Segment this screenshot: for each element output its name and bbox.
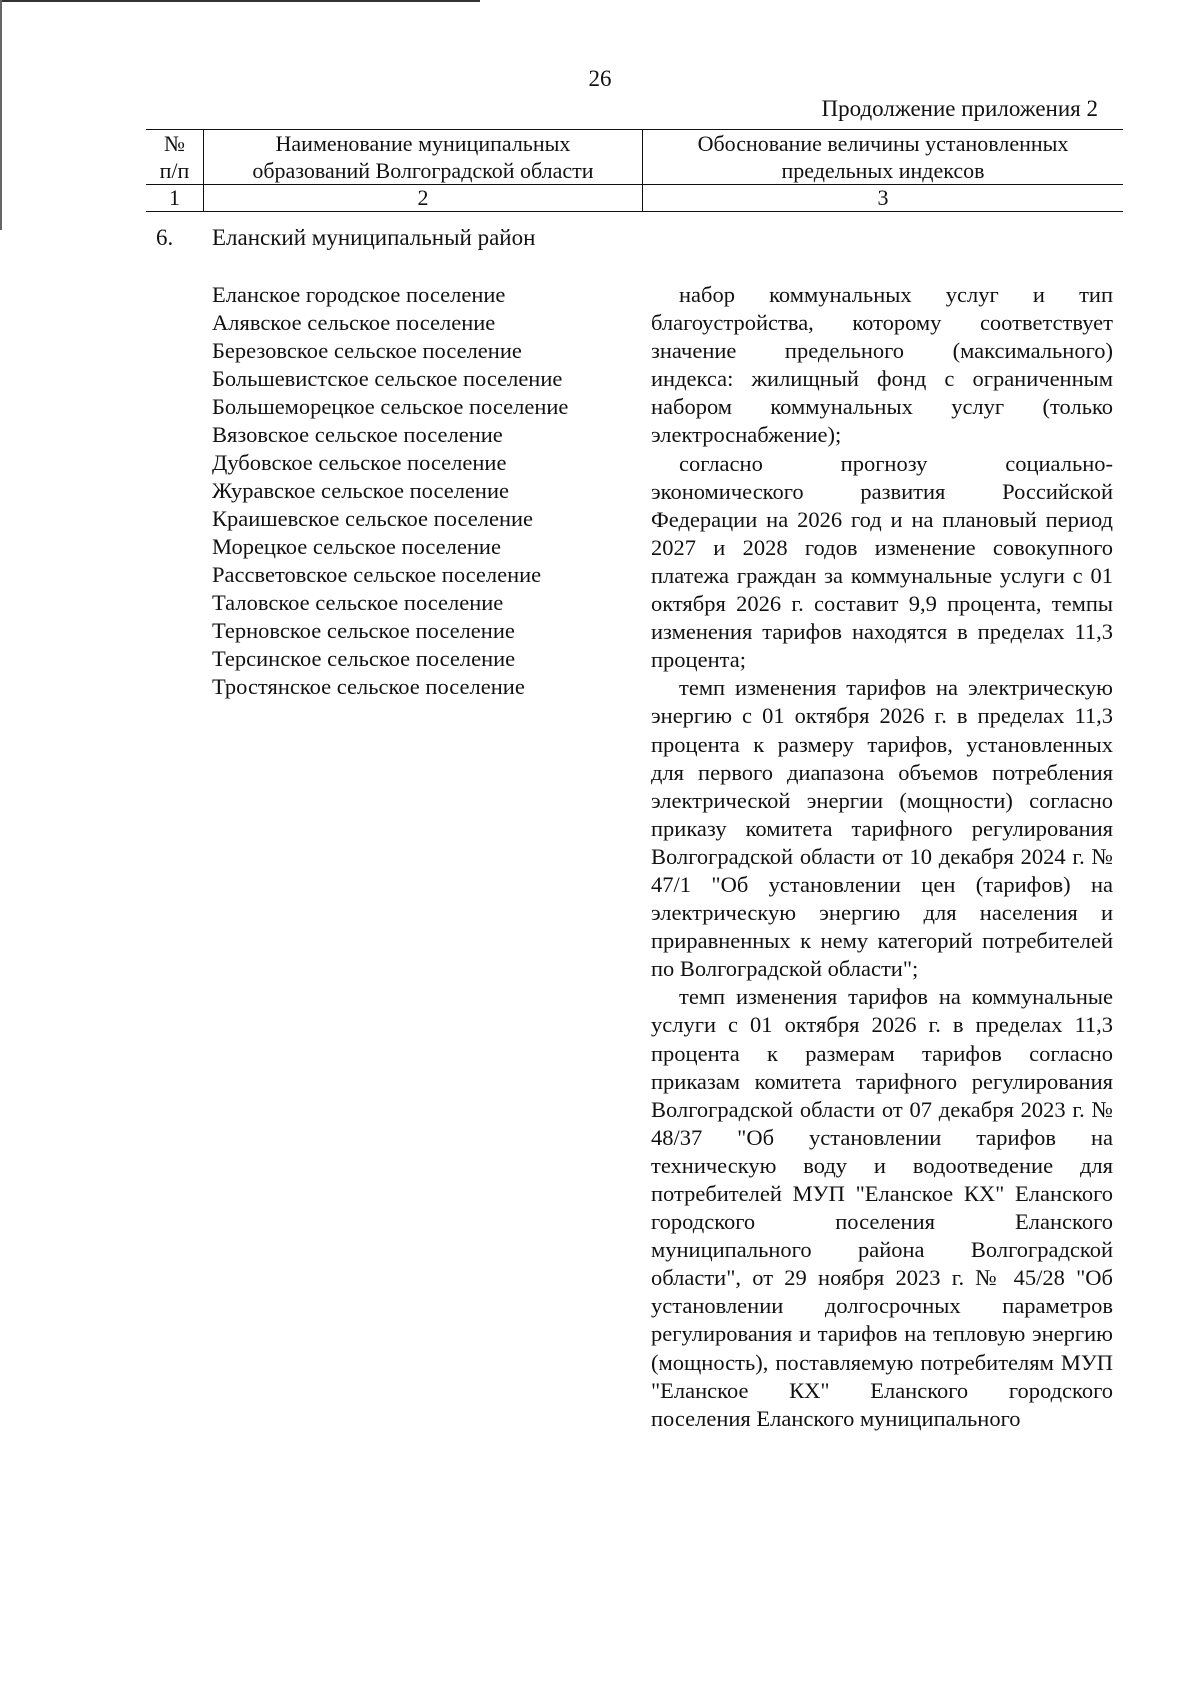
header-justification-line2: предельных индексов (781, 158, 985, 183)
column-number-3: 3 (643, 185, 1123, 212)
header-cell-number (146, 130, 203, 185)
column-number-1: 1 (146, 185, 203, 212)
section-title: Еланский муниципальный район (212, 225, 536, 250)
settlement-item: Алявское сельское поселение (212, 310, 496, 335)
justification-paragraph: темп изменения тарифов на электрическую энергию с 01 октября 2026 г. в пределах 11,3 процента к размеру тарифов, установленных для первого диапазона объемов потребления электрической энергии (мощности) согласно приказу комитета тарифного регулирования Волгоградской области от 10 декабря 2024 г. № 47/1 "Об установлении цен (тарифов) на электрическую энергию для населения и приравненных к нему категорий потребителей по Волгоградской области"; (651, 675, 1113, 982)
settlement-item: Таловское сельское поселение (212, 590, 504, 615)
settlement-item: Вязовское сельское поселение (212, 422, 503, 447)
header-cell-justification (643, 130, 1123, 185)
header-municipality-line1: Наименование муниципальных (275, 131, 571, 156)
header-justification-line1: Обоснование величины установленных (697, 131, 1069, 156)
settlement-item: Рассветовское сельское поселение (212, 562, 542, 587)
page-number: 26 (588, 66, 612, 91)
header-cell-municipality (203, 130, 642, 185)
justification-text (651, 281, 1113, 1433)
settlement-item: Березовское сельское поселение (212, 338, 522, 363)
settlement-item: Тростянское сельское поселение (212, 674, 525, 699)
settlement-item: Морецкое сельское поселение (212, 534, 501, 559)
settlement-item: Дубовское сельское поселение (212, 450, 507, 475)
settlement-item: Терсинское сельское поселение (212, 646, 516, 671)
header-table (146, 129, 1123, 212)
justification-paragraph: темп изменения тарифов на коммунальные услуги с 01 октября 2026 г. в пределах 11,3 процента к размерам тарифов согласно приказам комитета тарифного регулирования Волгоградской области от 07 декабря 2023 г. № 48/37 "Об установлении тарифов на техническую воду и водоотведение для потребителей МУП "Еланское КХ" Еланского городского поселения Еланского муниципального района Волгоградской области", от 29 ноября 2023 г. № 45/28 "Об установлении долгосрочных параметров регулирования и тарифов на тепловую энергию (мощность), поставляемую потребителям МУП "Еланское КХ" Еланского городского поселения Еланского муниципального (651, 984, 1113, 1431)
settlement-item: Большевистское сельское поселение (212, 366, 563, 391)
scan-edge-left (0, 0, 2, 230)
settlement-item: Еланское городское поселение (212, 282, 506, 307)
header-municipality-line2: образований Волгоградской области (252, 158, 594, 183)
settlement-item: Журавское сельское поселение (212, 478, 509, 503)
justification-paragraph: набор коммунальных услуг и тип благоустройства, которому соответствует значение предельного (максимального) индекса: жилищный фонд с ограниченным набором коммунальных услуг (только электроснабжение); (651, 282, 1113, 448)
settlement-item: Краишевское сельское поселение (212, 506, 534, 531)
justification-paragraph: согласно прогнозу социально-экономического развития Российской Федерации на 2026 год и на плановый период 2027 и 2028 годов изменение совокупного платежа граждан за коммунальные услуги с 01 октября 2026 г. составит 9,9 процента, темпы изменения тарифов находятся в пределах 11,3 процента; (651, 450, 1113, 673)
table-header-row (146, 130, 1123, 185)
table-column-numbers-row (146, 185, 1123, 212)
header-number-line2: п/п (159, 158, 190, 183)
appendix-note: Продолжение приложения 2 (821, 96, 1098, 121)
section-number: 6. (156, 225, 174, 250)
scan-edge-top (0, 0, 480, 2)
column-number-2: 2 (203, 185, 642, 212)
settlements-list (212, 281, 568, 701)
settlement-item: Большеморецкое сельское поселение (212, 394, 569, 419)
header-number-line1: № (163, 131, 185, 156)
settlement-item: Терновское сельское поселение (212, 618, 515, 643)
